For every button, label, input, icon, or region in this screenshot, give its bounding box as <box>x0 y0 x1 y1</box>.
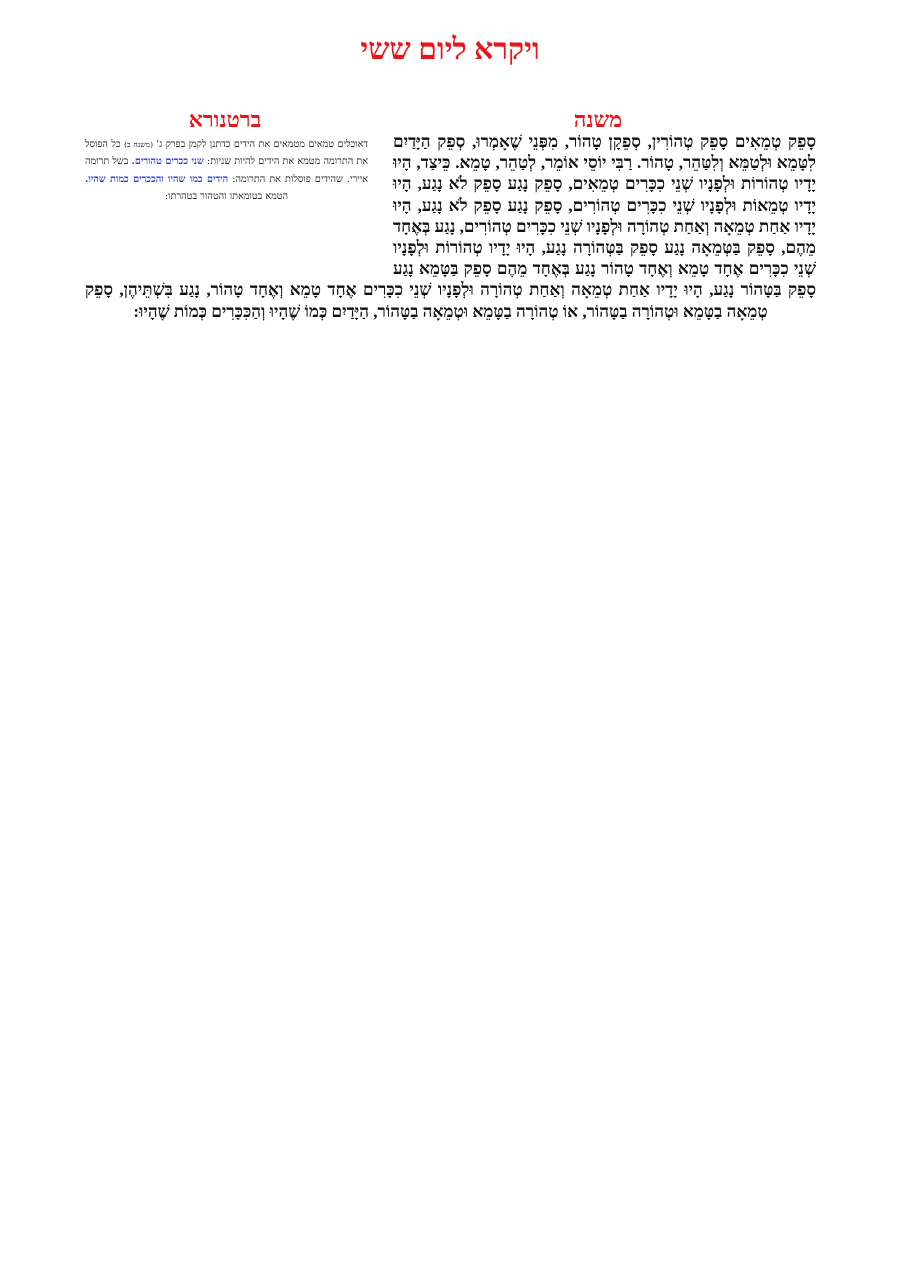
bartenura-text-2: כל הפוסל את התרומה מטמא את הידים להיות שניות: <box>85 139 369 168</box>
dibur-hamatchil-2: הידים כמו שהיו והככרים כמות שהיו. <box>85 173 229 185</box>
bartenura-text-1: דאוכלים טמאים מטמאים את הידים כדתנן לקמן בפרק ג' <box>156 139 369 150</box>
bartenura-text-4: הטמא בטומאתו והטהור בטהרתו: <box>164 191 289 203</box>
mishna-body <box>85 131 816 322</box>
page-title: ויקרא ליום ששי <box>360 33 540 66</box>
mishna-header: משנה <box>573 107 623 132</box>
bartenura-header: ברטנורא <box>188 107 262 132</box>
commentary-wrap-space <box>85 131 381 259</box>
mishna-text: סָפֵק טְמֵאִים סָפֵק טְהוֹרִין, סְפֵקָן טָהוֹר, מִפְּנֵי שֶׁאָמְרוּ, סְפֵק הַיָּדַיִם לִטָּמֵא וּלְטַמֵּא וְלִטַּהֵר, טָהוֹר. רַבִּי יוֹסֵי אוֹמֵר, לְטַהֵר, טָמֵא. כֵּיצַד, הָיוּ יָדָיו טְהוֹרוֹת וּלְפָנָיו שְׁנֵי כִכָּרִים טְמֵאִים, סָפֵק נָגַע סָפֵק לֹא נָגַע, הָיוּ יָדָיו טְמֵאוֹת וּלְפָנָיו שְׁנֵי כִכָּרִים טְהוֹרִים, סָפֵק נָגַע סָפֵק לֹא נָגַע, הָיוּ יָדָיו אַחַת טְמֵאָה וְאַחַת טְהוֹרָה וּלְפָנָיו שְׁנֵי כִכָּרִים טְהוֹרִים, נָגַע בְּאֶחָד מֵהֶם, סָפֵק בַּטְּמֵאָה נָגַע סָפֵק בַּטְּהוֹרָה נָגַע, הָיוּ יָדָיו טְהוֹרוֹת וּלְפָנָיו שְׁנֵי כִכָּרִים אֶחָד טָמֵא וְאֶחָד טָהוֹר נָגַע בְּאֶחָד מֵהֶם סָפֵק בַּטָּמֵא נָגַע סָפֵק בַּטָּהוֹר נָגַע, הָיוּ יָדָיו אַחַת טְמֵאָה וְאַחַת טְהוֹרָה וּלְפָנָיו שְׁנֵי כִכָּרִים אֶחָד טָמֵא וְאֶחָד טָהוֹר, נָגַע בִּשְׁתֵּיהֶן, סָפֵק טְמֵאָה בַטָּמֵא וּטְהוֹרָה בַטָּהוֹר, אוֹ טְהוֹרָה בַטָּמֵא וּטְמֵאָה בַטָּהוֹר, הַיָּדַיִם כְּמוֹ שֶׁהָיוּ וְהַכִּכָּרִים כְּמוֹת שֶׁהָיוּ: <box>85 132 816 321</box>
bartenura-text-3: בשל תרומה איירי. שהידים פוסלות את התרומה: <box>85 156 368 185</box>
bartenura-reference: (משנה ב) <box>123 140 154 149</box>
dibur-hamatchil-1: שני ככרים טהורים. <box>131 156 204 168</box>
